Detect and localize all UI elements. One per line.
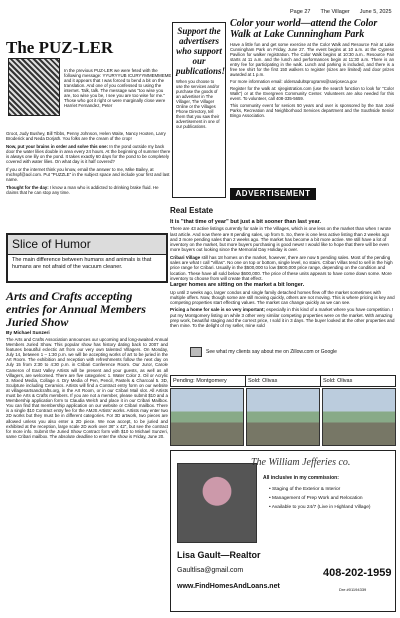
puzler-body [6,131,172,198]
zillow-line [190,347,396,357]
re-pricing-text: especially in this kind of a market where you have competition. I put my Montgomery listing on while 3 other very similar competing properties were on the market. With amazing prep work, beautiful staging and the correct price, I sold it in 3 days. The buyer looked at the other properties and then mine. To the delight of my seller, mine sold [170,307,395,329]
color-p3: Register for the walk at: sjregistration.com (use the search function to look for "Color Walk") or at the Evergreen Community Center. Volunteers are also needed for this event. To volunteer, call 408-335-5659. [230,86,394,101]
color-walk-article [230,18,394,120]
thought-text: I know a man who is addicted to drinking brake fluid. He claims that he can stop any time. [6,185,159,195]
commission-item-1: • Staging of the Exterior & Interior [269,487,341,492]
listing-status-row [170,375,396,387]
re-paragraph-1: There are 43 active listings currently for sale in The Villages, which is one less on the market than when I wrote last article. And now there are 8 pending sales, up from 5. So, there is one less active listing than 2 weeks ago and 3 more pending sales than 2 weeks ago. The market has become a bit more active. We still have a lot of inventory on the market, but more buyers purchasing is good news! I would like to hope that there will be even more buyers out looking since the Memorial Day Holiday is over. [170,226,391,253]
color-p2: For more information email: oldersadultsprograms@sanjoseca.gov [230,79,357,84]
re-heading-2: Larger homes are sitting on the market a bit longer. [170,282,305,289]
re-heading-3: Pricing a home for sale is so very important; [170,307,266,313]
agent-card [170,450,396,612]
agent-photo [177,463,257,543]
status-sold-1: Sold: Olivas [246,376,321,386]
color-title: Color your world—attend the Color Walk at Lake Cunningham Park [230,18,378,40]
arts-byline: By Michael Sunzeri [6,331,50,336]
re-paragraph-3: Up until 2 weeks ago, larger condos and single family detached homes flew off the market sometimes with multiple offers. Now, though some are still moving quickly, others are not moving. This is where pricing is key and competing properties start effecting values. The market can change quickly as we can see. [170,289,395,306]
real-estate-title: Real Estate [170,206,214,215]
arts-title: Arts and Crafts accepting entries for Annual Members Juried Show [6,289,146,329]
commission-item-3: • Available to you 24/7 (Live in Highland Village) [269,505,371,510]
puzler-answer: If you or the internet think you know, email the answer to me, Mike Bailey, at michspf@aol.com. Put "PUZZLE" in the subject space and include your first and last name. [6,167,170,182]
support-title: Support the advertisers who support our publications! [176,26,226,76]
house-photo-3 [322,388,396,446]
commission-note: All inclusive in my commission: [263,475,339,481]
agent-email: Gaultlisa@gmail.com [177,567,244,574]
agent-name: Lisa Gault—Realtor [177,550,261,560]
color-p4: This community event for seniors 50 years and over is sponsored by the San José Parks, Recreation and Neighborhood Services department and the Southside Senior Bingo Association. [230,103,394,118]
agent-license: Dre #01194339 [339,587,367,592]
zillow-text: See what my clients say about me on Zillow.com or Google [206,349,337,355]
re-heading-1: It is "that time of year" but just a bit sooner than last year. [170,219,321,225]
re-cribari-label: Cribari Village [170,254,201,260]
thought-for-day [6,185,172,195]
advertisement-banner: ADVERTISEMENT [230,188,316,200]
slice-text: The main difference between humans and animals is that humans are not afraid of the vacuum cleaner. [12,257,152,270]
color-body [230,42,394,118]
color-p1: Have a little fun and get some exercise at the Color Walk and Resource Fair at Lake Cunningham Park on Friday, June 27. The event begins at 10 a.m. at the Cypress Pavilion for walker registration. The Color Walk begins at 10:30 a.m.. Resource Fair starts at 11 a.m. and the lunch and performances begin at 11:30 a.m. There is an entry fee for participating in the walk. Lunch and parking is included, and there is a free tee shirt for the first 150 walkers to register (sizes are limited) and door prizes awarded at 1 p.m. [230,42,394,77]
status-pending: Pending: Montgomery [171,376,246,386]
status-sold-2: Sold: Olivas [323,378,353,384]
agent-website: www.FindHomesAndLoans.net [177,583,280,590]
support-advertisers-box [172,22,226,198]
puzler-section [6,18,172,195]
house-photos [170,388,396,446]
commission-item-2: • Management of Prep Work and Relocation [269,496,363,501]
puzler-continued: Groot, Judy Bushey, Bill Tibbs, Penny Johnson, Helen Waite, Nancy Hooten, Larry Broderick and Neda Dorjath. You folks are the cream of the crop! [6,131,166,141]
slice-title: Slice of Humor [8,235,166,255]
publication-date: June 5, 2025 [359,9,392,15]
puzler-now-text: In the pond outside my back door the water lilies double in area every 24 hours. At the beginning of summer there is always one lily on the pond. It takes exactly 60 days for the pond to be completely covered with water lilies. On what day is it half covered? [6,144,171,164]
client-thumbnail [190,347,202,357]
re-paragraph-4 [170,307,396,328]
puzler-title: The PUZ-LER [6,38,114,57]
real-estate-ad [170,200,396,612]
puzler-intro: In the previous PUZ-LER we were feted with the following message: YYURYYUB ICURYYMMEMMEME and it appears that I was forced to bend a bit on the translation. And one of you confessed to using the internet. Talk, talk. The message was "too wise you are, too wise you be, I see you are too wise for me." Those who got it right or were marginally close were Harriet Fernandez, Peter [64,68,172,108]
house-photo-2 [246,388,320,446]
page-header [290,9,392,15]
house-photo-1 [170,388,244,446]
re-paragraph-2 [170,255,396,281]
arts-body: The Arts and Crafts Association announces our upcoming and long-awaited Annual Members Juried Show. This popular show has history dating back to 2007 and features beautiful eclectic art from our very own talented Villagers. On Monday, July 14, between 1 – 1:30 p.m. we will be accepting works of art to be juried in the Art Room. The exhibition and reception with refreshments follow the next day on July 15 from 2:30 to 4:30 p.m. in Cribari Conference Room. Our Juror, Carole Cameron of East Valley Artists will be present and your guests, as well as all Villagers, are welcomed. There are five categories: 1. Water Color 2. Oil or Acrylic 3. Mixed Media, Collage 4. Dry Media of Pen, Pencil, Pastels & Charcoal 5. 3D, Sculpture including Ceramics. Artists will find a Contract entry form on our website at villagesartsandcrafts.org, in the Art Room, or in our Cribari Mail slot. All Artists must be Arts & Crafts members. If you are not a member, please submit $10 and a Membership application form to Claudia Welch and place it in our Cribari Mailbox. You can find that membership application on our website or Cribari mailbox. There is a single $10 Contract entry fee for the AMJS Artists' works. Artists may enter two 2D works but they must be in different categories. For 3D artwork, two pieces are allowed unless you also enter a 2D piece. We now accept, to be juried and exhibited at the reception, large scale 2D work over 36" x 42", but see the contract for more info. Submit the Juried Show Contract form with $10 to Michael Sunzeri, same Cribari mailbox. The absolute deadline to enter the show is Friday, June 20. [6,337,168,439]
real-estate-body [170,218,396,331]
arts-article [6,290,168,439]
publication-name: The Villager [320,9,350,15]
thought-label: Thought for the day: [6,185,49,190]
puzler-question [6,144,172,164]
puzler-image [8,58,60,116]
brokerage-logo: The William Jefferies co. [251,457,351,468]
agent-phone: 408-202-1959 [323,567,392,579]
support-body: When you choose to use the services and/or purchase the goods of an advertiser in The Villager, The Villager Online or the Villages Phone Directory, tell them that you saw their advertisement in one of our publications. [176,79,220,129]
slice-of-humor-box [6,233,168,283]
commission-list [269,485,395,512]
page-number: Page 27 [290,9,311,15]
re-cribari-text: still has 18 homes on the market, however, there are now 5 pending sales. Most of the pending sales are what I call "Villas". No one on top or bottom, single level, no stairs. Cribari Villas tend to sell in the high price range for Cribari. Usually in the $500,000 to low $600,000 price range, depending on the condition and location. These have all sold below $600,000. The price of these units appears to have come down some. More inventory to choose from will create that effect. [170,254,393,281]
puzler-now-label: Now, put your brains in order and solve this one: [6,144,109,149]
